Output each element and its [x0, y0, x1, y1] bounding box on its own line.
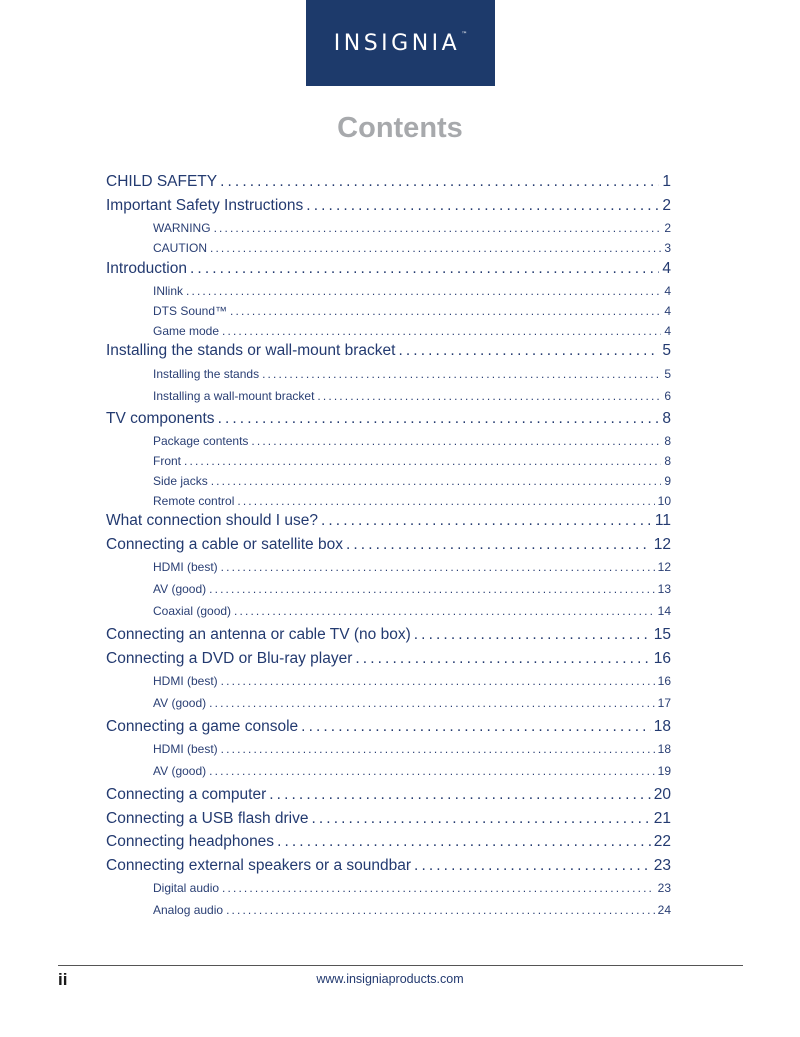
toc-entry[interactable]: [153, 582, 671, 598]
toc-entry-label: Coaxial (good): [153, 604, 232, 618]
toc-leader-dots: [321, 512, 652, 530]
footer-page-number: ii: [58, 970, 68, 989]
toc-leader-dots: [346, 536, 651, 554]
toc-entry-page: 18: [657, 742, 671, 756]
toc-entry-page: 18: [653, 718, 671, 735]
logo-wordmark: INSIGNIA™: [333, 30, 468, 56]
toc-entry-page: 16: [653, 650, 671, 667]
toc-entry-page: 5: [664, 367, 671, 381]
toc-entry[interactable]: [153, 696, 671, 712]
toc-leader-dots: [186, 284, 661, 298]
toc-entry[interactable]: [106, 536, 671, 556]
toc-entry-label: Installing the stands or wall-mount bracket: [106, 342, 396, 359]
toc-leader-dots: [184, 454, 661, 468]
toc-entry[interactable]: [153, 434, 671, 450]
toc-entry-label: Digital audio: [153, 881, 220, 895]
toc-entry-label: Analog audio: [153, 903, 224, 917]
toc-entry-label: Side jacks: [153, 474, 208, 488]
toc-leader-dots: [234, 604, 655, 618]
toc-entry-page: 4: [664, 324, 671, 338]
toc-entry-page: 21: [653, 810, 671, 827]
toc-entry[interactable]: [106, 810, 671, 830]
toc-entry-page: 17: [657, 696, 671, 710]
toc-entry-label: HDMI (best): [153, 674, 218, 688]
toc-entry[interactable]: [153, 674, 671, 690]
toc-entry-page: 19: [657, 764, 671, 778]
toc-entry-label: CAUTION: [153, 241, 207, 255]
toc-entry-label: AV (good): [153, 696, 207, 710]
toc-entry-label: Connecting a computer: [106, 786, 267, 803]
toc-entry-page: 16: [657, 674, 671, 688]
toc-entry[interactable]: [153, 324, 671, 340]
toc-entry-label: AV (good): [153, 582, 207, 596]
toc-entry[interactable]: [153, 221, 671, 237]
toc-entry-page: 1: [662, 173, 671, 190]
toc-entry-page: 8: [662, 410, 671, 427]
toc-entry[interactable]: [106, 512, 671, 532]
toc-entry-label: Connecting a game console: [106, 718, 299, 735]
toc-entry[interactable]: [153, 454, 671, 470]
toc-leader-dots: [226, 903, 655, 917]
toc-leader-dots: [251, 434, 661, 448]
toc-entry[interactable]: [106, 410, 671, 430]
toc-entry-label: Connecting external speakers or a soundbar: [106, 857, 412, 874]
toc-entry-label: Connecting a USB flash drive: [106, 810, 309, 827]
toc-entry[interactable]: [106, 786, 671, 806]
toc-leader-dots: [210, 241, 661, 255]
toc-entry[interactable]: [106, 718, 671, 738]
toc-entry[interactable]: [153, 367, 671, 383]
toc-entry-page: 8: [664, 454, 671, 468]
toc-entry-label: WARNING: [153, 221, 211, 235]
toc-entry[interactable]: [106, 260, 671, 280]
toc-entry-page: 4: [664, 284, 671, 298]
toc-leader-dots: [211, 474, 662, 488]
toc-entry-page: 5: [662, 342, 671, 359]
brand-logo: [306, 0, 495, 86]
toc-entry-page: 11: [654, 512, 671, 529]
toc-entry-page: 22: [653, 833, 671, 850]
toc-leader-dots: [414, 857, 651, 875]
toc-entry[interactable]: [106, 857, 671, 877]
toc-entry[interactable]: [153, 903, 671, 919]
toc-leader-dots: [221, 560, 655, 574]
toc-entry[interactable]: [106, 173, 671, 193]
toc-leader-dots: [214, 221, 662, 235]
toc-entry[interactable]: [106, 626, 671, 646]
toc-entry[interactable]: [153, 764, 671, 780]
toc-leader-dots: [221, 674, 655, 688]
toc-entry-label: Connecting a DVD or Blu-ray player: [106, 650, 353, 667]
toc-leader-dots: [262, 367, 661, 381]
toc-entry-page: 9: [664, 474, 671, 488]
toc-leader-dots: [190, 260, 659, 278]
toc-leader-dots: [398, 342, 659, 360]
toc-entry-label: HDMI (best): [153, 742, 218, 756]
toc-leader-dots: [311, 810, 650, 828]
toc-entry-page: 2: [664, 221, 671, 235]
toc-entry-page: 14: [657, 604, 671, 618]
toc-entry-label: Connecting an antenna or cable TV (no box): [106, 626, 411, 643]
toc-entry-label: Introduction: [106, 260, 187, 277]
toc-entry[interactable]: [106, 650, 671, 670]
toc-entry-page: 6: [664, 389, 671, 403]
toc-leader-dots: [209, 696, 655, 710]
toc-entry[interactable]: [153, 304, 671, 320]
toc-entry-label: Front: [153, 454, 182, 468]
toc-entry-page: 24: [657, 903, 671, 917]
footer-url[interactable]: www.insigniaproducts.com: [316, 972, 464, 986]
page-title: Contents: [337, 112, 463, 144]
toc-entry-page: 3: [664, 241, 671, 255]
toc-leader-dots: [269, 786, 650, 804]
toc-entry-label: Installing a wall-mount bracket: [153, 389, 315, 403]
toc-leader-dots: [317, 389, 661, 403]
footer-divider: [58, 965, 743, 966]
toc-entry-label: INlink: [153, 284, 184, 298]
toc-entry-label: Installing the stands: [153, 367, 260, 381]
toc-leader-dots: [222, 324, 661, 338]
toc-leader-dots: [209, 764, 655, 778]
toc-leader-dots: [306, 197, 659, 215]
toc-leader-dots: [222, 881, 655, 895]
toc-entry[interactable]: [106, 833, 671, 853]
toc-entry-page: 8: [664, 434, 671, 448]
toc-leader-dots: [218, 410, 660, 428]
toc-leader-dots: [220, 173, 659, 191]
toc-entry-page: 12: [657, 560, 671, 574]
toc-entry-label: AV (good): [153, 764, 207, 778]
toc-entry[interactable]: [106, 342, 671, 362]
toc-entry[interactable]: [106, 197, 671, 217]
toc-entry-label: CHILD SAFETY: [106, 173, 218, 190]
toc-entry-label: Connecting headphones: [106, 833, 275, 850]
toc-leader-dots: [301, 718, 651, 736]
toc-entry-page: 4: [662, 260, 671, 277]
toc-entry-label: Connecting a cable or satellite box: [106, 536, 343, 553]
toc-entry[interactable]: [153, 474, 671, 490]
toc-entry[interactable]: [153, 881, 671, 897]
toc-entry[interactable]: [153, 241, 671, 257]
toc-entry-page: 23: [653, 857, 671, 874]
toc-entry-page: 10: [657, 494, 671, 508]
toc-entry-label: HDMI (best): [153, 560, 218, 574]
toc-entry-label: Important Safety Instructions: [106, 197, 304, 214]
toc-entry-label: DTS Sound™: [153, 304, 228, 318]
toc-entry-page: 13: [657, 582, 671, 596]
toc-entry-label: Game mode: [153, 324, 220, 338]
toc-entry[interactable]: [153, 494, 671, 510]
toc-leader-dots: [221, 742, 655, 756]
toc-entry-page: 20: [653, 786, 671, 803]
toc-entry[interactable]: [153, 604, 671, 620]
toc-entry-page: 4: [664, 304, 671, 318]
toc-entry-page: 23: [657, 881, 671, 895]
toc-entry-page: 2: [662, 197, 671, 214]
toc-entry-label: TV components: [106, 410, 215, 427]
toc-leader-dots: [209, 582, 655, 596]
toc-leader-dots: [355, 650, 650, 668]
toc-entry[interactable]: [153, 284, 671, 300]
toc-entry[interactable]: [153, 389, 671, 405]
toc-leader-dots: [414, 626, 651, 644]
toc-entry[interactable]: [153, 560, 671, 576]
toc-leader-dots: [277, 833, 651, 851]
toc-entry-label: Package contents: [153, 434, 249, 448]
toc-entry-page: 15: [653, 626, 671, 643]
toc-entry-page: 12: [653, 536, 671, 553]
toc-entry-label: Remote control: [153, 494, 235, 508]
toc-leader-dots: [230, 304, 661, 318]
toc-entry[interactable]: [153, 742, 671, 758]
toc-entry-label: What connection should I use?: [106, 512, 318, 529]
toc-leader-dots: [237, 494, 654, 508]
